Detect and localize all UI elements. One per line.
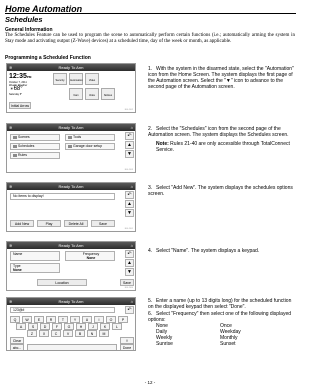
schedules-icon: [13, 145, 17, 148]
key-l[interactable]: L: [112, 323, 122, 330]
clear-key[interactable]: Clear: [10, 337, 24, 344]
key-b[interactable]: B: [75, 330, 85, 337]
procedure-heading: Programming a Scheduled Function: [5, 55, 91, 61]
wifi-icon: ≋: [9, 65, 13, 70]
key-e[interactable]: E: [34, 316, 44, 323]
option-none: None: [156, 323, 168, 329]
step-2-note: Note: Rules 21-40 are only accessible through TotalConnect Service.: [156, 141, 290, 153]
abc-key[interactable]: abc...: [10, 344, 24, 351]
status-bar: ≋ Ready To Arm ⌂: [9, 299, 133, 304]
voice-tile[interactable]: Voice: [85, 88, 99, 100]
type-field[interactable]: Type None: [10, 263, 60, 273]
option-weekly: Weekly: [156, 335, 173, 341]
delete-all-button[interactable]: Delete All: [64, 220, 88, 227]
save-button[interactable]: Save: [91, 220, 115, 227]
home-icon: ⌂: [130, 184, 133, 189]
status-bar: ≋ Ready To Arm ⌂: [9, 184, 133, 189]
automation-screen-shot: [6, 123, 136, 173]
key-m[interactable]: M: [99, 330, 109, 337]
key-j[interactable]: J: [88, 323, 98, 330]
option-monthly: Monthly: [220, 335, 238, 341]
keypad-shot: [6, 297, 136, 351]
key-x[interactable]: X: [39, 330, 49, 337]
back-icon[interactable]: ↶: [125, 306, 134, 314]
key-o[interactable]: O: [106, 316, 116, 323]
down-icon[interactable]: ▼: [125, 209, 134, 217]
security-tile[interactable]: Security: [53, 73, 67, 85]
home-icon: ⌂: [130, 299, 133, 304]
step-3: 3. Select "Add New". The system displays the schedules options screen.: [148, 185, 293, 197]
save-button[interactable]: Save: [120, 279, 134, 286]
schedules-screen-shot: [6, 182, 136, 232]
back-icon[interactable]: ↶: [125, 191, 134, 199]
option-sunset: Sunset: [220, 341, 236, 347]
key-k[interactable]: K: [100, 323, 110, 330]
figure-code: 800-1104: [124, 287, 133, 289]
rules-icon: [13, 154, 17, 157]
intro-paragraph: The Schedules Feature can be used to program the scene to automatically perform certain functions (i.e.; automatically arming the system in Stay mode and activating output (Z-Wave) devices) at a scheduled time, day of the week or month, as applicable.: [5, 33, 295, 44]
page-title: Home Automation: [5, 4, 83, 14]
figure-code: 800-1101: [124, 228, 133, 230]
sun-icon: ☀: [10, 86, 14, 91]
clock-time: 12:35PM: [9, 73, 32, 80]
wifi-icon: ≋: [9, 184, 13, 189]
key-r[interactable]: R: [46, 316, 56, 323]
key-p[interactable]: P: [118, 316, 128, 323]
key-q[interactable]: Q: [10, 316, 20, 323]
notices-tile[interactable]: Notices: [101, 88, 115, 100]
step-6: 6. Select "Frequency" then select one of the following displayed options:: [148, 311, 292, 323]
general-heading: General Information: [5, 27, 53, 33]
step-2: 2. Select the "Schedules" icon from the second page of the Automation screen. The system displays the Schedules screen.: [148, 126, 289, 138]
home-icon: ⌂: [130, 125, 133, 130]
tools-icon: [68, 136, 72, 139]
key-c[interactable]: C: [51, 330, 61, 337]
option-sunrise: Sunrise: [156, 341, 173, 347]
figure-code: 800-1102: [124, 109, 133, 111]
shift-key[interactable]: ⇧: [120, 337, 134, 344]
key-n[interactable]: N: [87, 330, 97, 337]
key-h[interactable]: H: [76, 323, 86, 330]
cam-tile[interactable]: Cam: [69, 88, 83, 100]
key-f[interactable]: F: [52, 323, 62, 330]
space-key[interactable]: [27, 344, 117, 351]
add-new-button[interactable]: Add New: [10, 220, 34, 227]
title-rule: [5, 13, 296, 14]
step-4: 4. Select "Name". The system displays a keypad.: [148, 248, 260, 254]
clock-date: October 7, 2011: [9, 81, 27, 84]
key-a[interactable]: A: [16, 323, 26, 330]
home-icon: ⌂: [130, 243, 133, 248]
step-5: 5. Enter a name (up to 13 digits long) for the scheduled function on the displayed keypad then select "Done".: [148, 298, 292, 310]
status-bar: ≋ Ready To Arm ⌂: [9, 243, 133, 248]
key-g[interactable]: G: [64, 323, 74, 330]
key-s[interactable]: S: [28, 323, 38, 330]
scenes-icon: [13, 136, 17, 139]
key-i[interactable]: I: [94, 316, 104, 323]
automation-tile[interactable]: Automation: [69, 73, 83, 85]
empty-message: No items to display!: [10, 193, 115, 200]
key-y[interactable]: Y: [70, 316, 80, 323]
status-bar: ≋ Ready To Arm ⌂: [9, 125, 133, 130]
up-icon[interactable]: ▲: [125, 141, 134, 149]
option-once: Once: [220, 323, 232, 329]
initial-arrow-button[interactable]: Initial Arrow: [10, 104, 30, 108]
section-title: Schedules: [5, 15, 43, 24]
scenes-item[interactable]: Scenes: [10, 134, 60, 141]
garage-icon: [68, 145, 72, 148]
weather-temp: ☀68°: [10, 86, 23, 92]
wifi-icon: ≋: [9, 243, 13, 248]
rules-item[interactable]: Rules: [10, 152, 60, 159]
key-d[interactable]: D: [40, 323, 50, 330]
weather-label: Weekly Weather: [9, 84, 28, 87]
side-controls: [125, 132, 134, 159]
schedules-item[interactable]: Schedules: [10, 143, 60, 150]
down-icon[interactable]: ▼: [125, 268, 134, 276]
side-controls: [125, 250, 134, 277]
tools-item[interactable]: Tools: [65, 134, 115, 141]
schedule-options-shot: [6, 241, 136, 291]
up-icon[interactable]: ▲: [125, 259, 134, 267]
figure-code: 800-1103: [124, 169, 133, 171]
keypad-input[interactable]: 123@#: [10, 307, 115, 313]
down-icon[interactable]: ▼: [125, 150, 134, 158]
key-u[interactable]: U: [82, 316, 92, 323]
wifi-icon: ≋: [9, 299, 13, 304]
up-icon[interactable]: ▲: [125, 200, 134, 208]
location-button[interactable]: Location: [37, 279, 87, 286]
back-icon[interactable]: ↶: [125, 132, 134, 140]
play-button[interactable]: Play: [37, 220, 61, 227]
frequency-field[interactable]: Frequency None: [65, 251, 115, 261]
name-field[interactable]: Name: [10, 251, 60, 261]
video-tile[interactable]: Video: [85, 73, 99, 85]
option-daily: Daily: [156, 329, 168, 335]
page-number: - 12 -: [144, 380, 156, 385]
wifi-icon: ≋: [9, 125, 13, 130]
status-title: Ready To Arm: [58, 65, 84, 70]
home-screen-shot: [6, 63, 136, 113]
option-weekday: Weekday: [220, 329, 241, 335]
side-controls: [125, 191, 134, 218]
step-1: 1. With the system in the disarmed state, select the "Automation" icon from the Home Screen. The system displays the first page of the Automation screen. Select the "▼" icon to advance to the second page of the Automation screen.: [148, 66, 294, 90]
back-icon[interactable]: ↶: [125, 250, 134, 258]
key-t[interactable]: T: [58, 316, 68, 323]
status-bar: [7, 64, 135, 71]
key-z[interactable]: Z: [27, 330, 37, 337]
weather-sub: Saturday 5°: [9, 93, 23, 96]
key-v[interactable]: V: [63, 330, 73, 337]
garage-door-item[interactable]: Garage door setup: [65, 143, 115, 150]
key-w[interactable]: W: [22, 316, 32, 323]
done-key[interactable]: Done: [120, 344, 134, 351]
